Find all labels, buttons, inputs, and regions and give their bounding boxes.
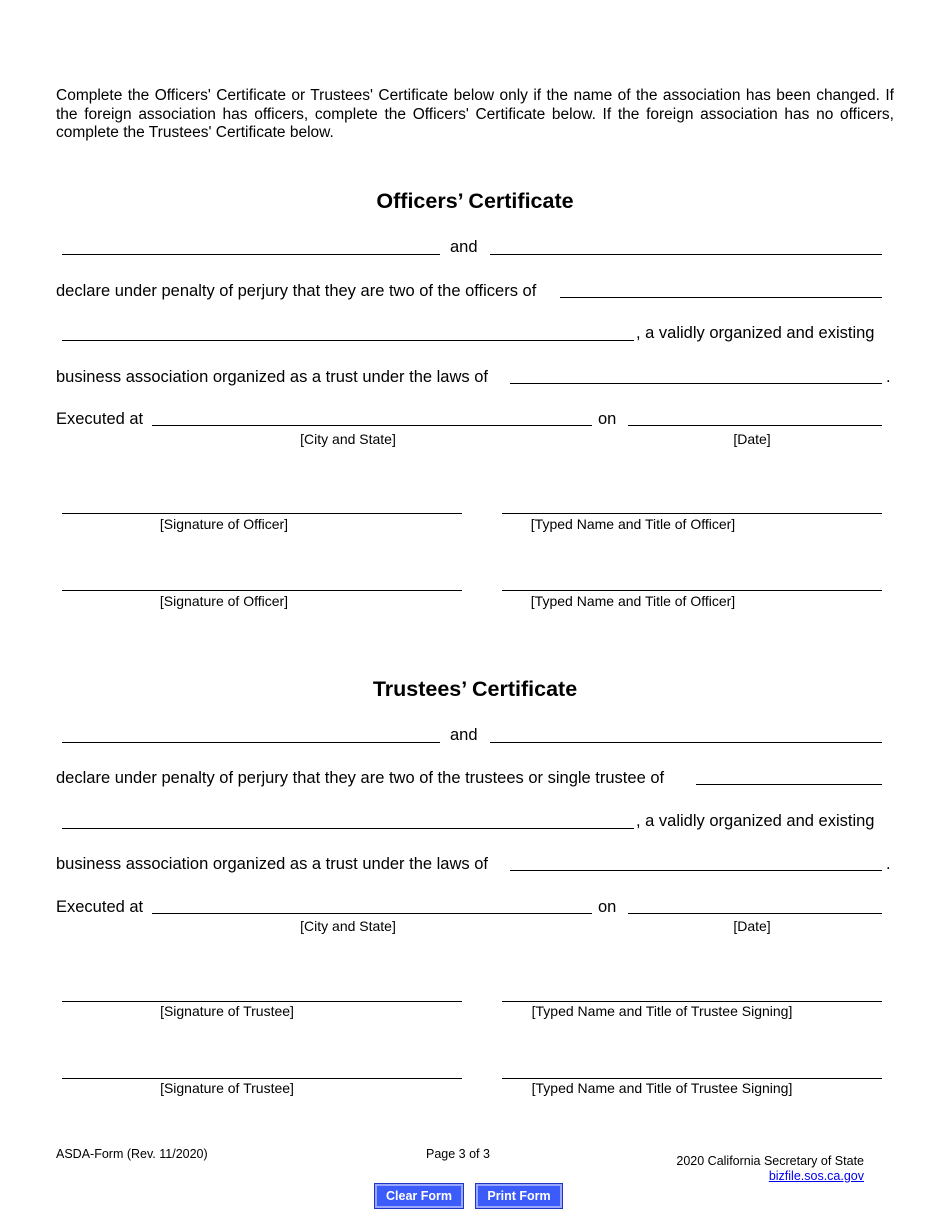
validly-text: , a validly organized and existing <box>636 324 875 342</box>
trustee-2-typed-name-field[interactable] <box>502 1078 882 1079</box>
trust-laws-of-field[interactable] <box>510 870 882 871</box>
signature-caption: [Signature of Officer] <box>159 516 289 532</box>
page-number: Page 3 of 3 <box>426 1147 490 1161</box>
signature-caption: [Signature of Trustee] <box>160 1080 294 1096</box>
period-text: . <box>886 368 891 386</box>
trustee-name-1-field[interactable] <box>62 742 440 743</box>
date-caption: [Date] <box>733 431 771 447</box>
officers-business-text: business association organized as a trust under the laws of <box>56 368 488 386</box>
executed-at-text: Executed at <box>56 898 144 916</box>
trustee-name-2-field[interactable] <box>490 742 882 743</box>
date-caption: [Date] <box>733 918 771 934</box>
signature-caption: [Signature of Officer] <box>159 593 289 609</box>
on-text: on <box>598 898 617 916</box>
and-text: and <box>450 238 478 256</box>
form-id: ASDA-Form (Rev. 11/2020) <box>56 1147 208 1161</box>
on-text: on <box>598 410 617 428</box>
city-state-caption: [City and State] <box>300 431 396 447</box>
trustees-heading: Trustees’ Certificate <box>372 677 578 701</box>
officer-2-typed-name-field[interactable] <box>502 590 882 591</box>
copyright: 2020 California Secretary of State <box>676 1154 864 1168</box>
association-name-continued-field[interactable] <box>62 340 634 341</box>
trustee-1-signature-field[interactable] <box>62 1001 462 1002</box>
date-field[interactable] <box>628 425 882 426</box>
trustees-business-text: business association organized as a trust under the laws of <box>56 855 488 873</box>
officer-name-1-field[interactable] <box>62 254 440 255</box>
print-form-button[interactable]: Print Form <box>476 1184 562 1208</box>
trust-association-name-continued-field[interactable] <box>62 828 634 829</box>
typed-name-caption: [Typed Name and Title of Officer] <box>530 516 736 532</box>
officers-heading: Officers’ Certificate <box>376 189 574 213</box>
officer-name-2-field[interactable] <box>490 254 882 255</box>
trustee-2-signature-field[interactable] <box>62 1078 462 1079</box>
bizfile-link[interactable]: bizfile.sos.ca.gov <box>768 1169 864 1183</box>
trust-association-name-field[interactable] <box>696 784 882 785</box>
trust-city-state-field[interactable] <box>152 913 592 914</box>
city-state-field[interactable] <box>152 425 592 426</box>
typed-name-caption: [Typed Name and Title of Trustee Signing] <box>531 1080 793 1096</box>
period-text: . <box>886 855 891 873</box>
officer-2-signature-field[interactable] <box>62 590 462 591</box>
executed-at-text: Executed at <box>56 410 144 428</box>
and-text: and <box>450 726 478 744</box>
signature-caption: [Signature of Trustee] <box>160 1003 294 1019</box>
typed-name-caption: [Typed Name and Title of Officer] <box>530 593 736 609</box>
officer-1-typed-name-field[interactable] <box>502 513 882 514</box>
officer-1-signature-field[interactable] <box>62 513 462 514</box>
clear-form-button[interactable]: Clear Form <box>375 1184 463 1208</box>
trustees-declare-text: declare under penalty of perjury that they are two of the trustees or single trustee of <box>56 769 665 787</box>
trustee-1-typed-name-field[interactable] <box>502 1001 882 1002</box>
association-name-field[interactable] <box>560 297 882 298</box>
intro-paragraph: Complete the Officers' Certificate or Trustees' Certificate below only if the name of the association has been changed. If the foreign association has officers, complete the Officers' Certificate below. If the foreign association has no officers, complete the Trustees' Certificate below. <box>56 87 894 141</box>
officers-declare-text: declare under penalty of perjury that they are two of the officers of <box>56 282 537 300</box>
trust-date-field[interactable] <box>628 913 882 914</box>
validly-text: , a validly organized and existing <box>636 812 875 830</box>
city-state-caption: [City and State] <box>300 918 396 934</box>
laws-of-field[interactable] <box>510 383 882 384</box>
typed-name-caption: [Typed Name and Title of Trustee Signing] <box>531 1003 793 1019</box>
